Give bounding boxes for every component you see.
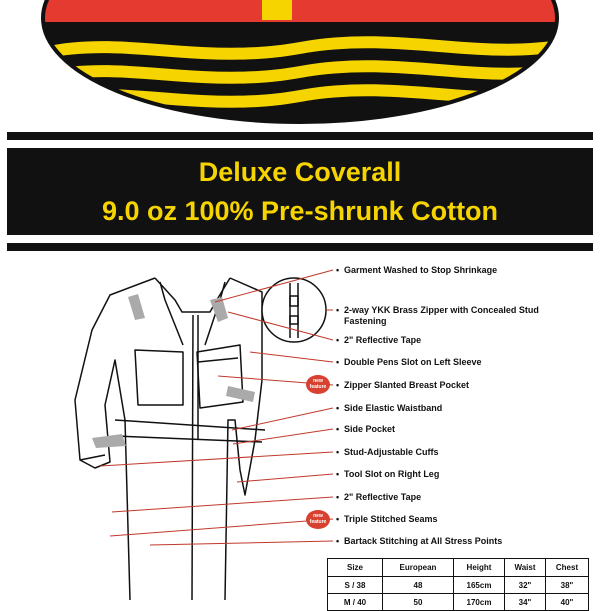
feature-item: • Double Pens Slot on Left Sleeve xyxy=(336,357,482,367)
product-title: Deluxe Coverall xyxy=(198,157,402,187)
feature-item: • Triple Stitched Seams xyxy=(336,514,438,524)
table-row xyxy=(328,594,589,611)
divider-bar-bottom xyxy=(7,243,593,251)
divider-bar-top xyxy=(7,132,593,140)
size-chart xyxy=(327,558,589,611)
table-cell: 165cm xyxy=(454,577,505,594)
feature-item: • Tool Slot on Right Leg xyxy=(336,469,440,479)
feature-item: • 2-way YKK Brass Zipper with Concealed Stud Fastening xyxy=(336,305,539,326)
new-feature-badge: new feature xyxy=(306,375,330,394)
table-cell: 40" xyxy=(546,594,589,611)
table-cell: 170cm xyxy=(454,594,505,611)
feature-item: • Side Elastic Waistband xyxy=(336,403,443,413)
column-header: Waist xyxy=(505,559,546,577)
brand-logo xyxy=(0,0,600,125)
column-header: Chest xyxy=(546,559,589,577)
column-header: Size xyxy=(328,559,383,577)
table-cell: 48 xyxy=(383,577,454,594)
column-header: Height xyxy=(454,559,505,577)
feature-item: • 2" Reflective Tape xyxy=(336,492,422,502)
table-row xyxy=(328,577,589,594)
product-subtitle: 9.0 oz 100% Pre-shrunk Cotton xyxy=(101,196,499,226)
size-chart-header xyxy=(328,559,589,577)
feature-item: • Zipper Slanted Breast Pocket xyxy=(336,380,470,390)
table-cell: M / 40 xyxy=(328,594,383,611)
feature-item: • Side Pocket xyxy=(336,424,396,434)
table-cell: 50 xyxy=(383,594,454,611)
table-cell: 38" xyxy=(546,577,589,594)
new-feature-badge: new feature xyxy=(306,510,330,529)
table-cell: S / 38 xyxy=(328,577,383,594)
table-cell: 32" xyxy=(505,577,546,594)
feature-item: • Stud-Adjustable Cuffs xyxy=(336,447,439,457)
table-cell: 34" xyxy=(505,594,546,611)
feature-item: • 2" Reflective Tape xyxy=(336,335,422,345)
title-banner xyxy=(7,148,593,235)
feature-item: • Garment Washed to Stop Shrinkage xyxy=(336,265,498,275)
column-header: European xyxy=(383,559,454,577)
feature-item: • Bartack Stitching at All Stress Points xyxy=(336,536,503,546)
